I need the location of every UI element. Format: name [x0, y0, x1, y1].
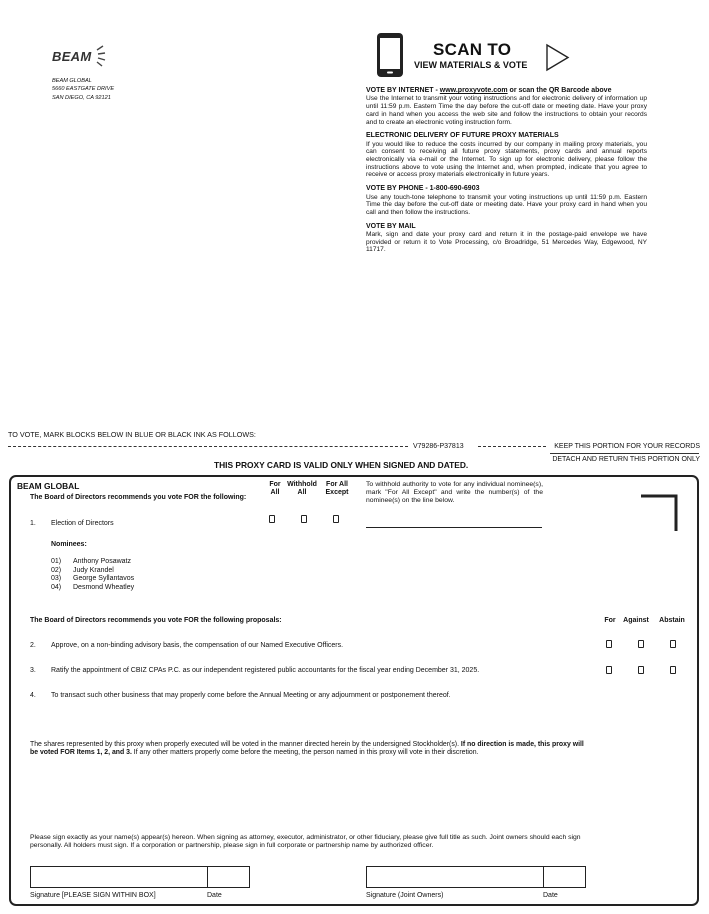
- checkbox-proposal-2-abstain[interactable]: [670, 640, 676, 648]
- nominee-item: 01) Anthony Posawatz: [51, 558, 131, 565]
- proposal-4-number: 4.: [30, 692, 36, 699]
- item1-number: 1.: [30, 520, 36, 527]
- col-header-withhold-all: Withhold All: [287, 481, 317, 497]
- proxyvote-link[interactable]: www.proxyvote.com: [439, 87, 508, 94]
- scan-title: SCAN TO: [433, 40, 512, 59]
- col-header-for-all-except: For All Except: [325, 481, 349, 497]
- detach-line-mid: [478, 446, 546, 447]
- address-line: 5660 EASTGATE DRIVE: [52, 86, 115, 93]
- voting-instructions: [366, 87, 647, 254]
- valid-notice: THIS PROXY CARD IS VALID ONLY WHEN SIGNED AND DATED.: [214, 460, 469, 470]
- ink-instruction: TO VOTE, MARK BLOCKS BELOW IN BLUE OR BLACK INK AS FOLLOWS:: [8, 430, 256, 439]
- nominee-exception-line[interactable]: [366, 527, 542, 528]
- checkbox-proposal-3-against[interactable]: [638, 666, 644, 674]
- address-line: SAN DIEGO, CA 92121: [52, 94, 111, 101]
- keep-underline: [550, 453, 699, 454]
- board-recommendation-1: The Board of Directors recommends you vote FOR the following:: [30, 494, 247, 501]
- signature-label-2: Signature (Joint Owners): [366, 892, 444, 899]
- proposal-3-text: Ratify the appointment of CBIZ CPAs P.C. as our independent registered public accountants for the fiscal year ending December 31, 2025.: [51, 667, 480, 674]
- nominee-item: 02) Judy Krandel: [51, 566, 114, 574]
- electronic-delivery-body: If you would like to reduce the costs incurred by our company in mailing proxy materials, you can consent to receiving all future proxy statements, proxy cards and annual reports electronically via e-mail or the Internet. To sign up for electronic delivery, please follow the instructions above to vote using the Internet and, when prompted, indicate that you agree to receive or access proxy materials electronically in future years.: [366, 140, 647, 179]
- nominee-list: [51, 558, 134, 592]
- checkbox-proposal-3-abstain[interactable]: [670, 666, 676, 674]
- corner-mark-icon: [641, 494, 679, 532]
- sign-instructions: Please sign exactly as your name(s) appear(s) hereon. When signing as attorney, executor, administrator, or other fiduciary, please give full title as such. Joint owners should each sign personally. All holders must sign. If a corporation or partnership, please sign in full corporate or partnership name by authorized officer.: [30, 834, 581, 850]
- checkbox-proposal-2-against[interactable]: [638, 640, 644, 648]
- company-address: [52, 77, 114, 102]
- company-logo: [52, 44, 122, 70]
- checkbox-for-all-except[interactable]: [333, 515, 339, 523]
- vote-mail-body: Mark, sign and date your proxy card and return it in the postage-paid envelope we have provided or return it to Vote Processing, c/o Broadridge, 51 Mercedes Way, Edgewood, NY 11717.: [366, 231, 647, 254]
- address-line: BEAM GLOBAL: [52, 78, 92, 84]
- proposal-3-number: 3.: [30, 667, 36, 674]
- signature-box-1[interactable]: [30, 866, 250, 888]
- vote-internet-title: VOTE BY INTERNET - www.proxyvote.com or scan the QR Barcode above: [366, 87, 612, 94]
- signature-label-1: Signature [PLEASE SIGN WITHIN BOX]: [30, 892, 156, 899]
- item1-label: Election of Directors: [51, 520, 114, 527]
- col-header-against: Against: [623, 617, 649, 624]
- signature-box-2[interactable]: [366, 866, 586, 888]
- board-recommendation-2: The Board of Directors recommends you vote FOR the following proposals:: [30, 617, 282, 624]
- proposal-2-number: 2.: [30, 642, 36, 649]
- checkbox-for-all[interactable]: [269, 515, 275, 523]
- detach-portion-text: DETACH AND RETURN THIS PORTION ONLY: [552, 456, 700, 463]
- checkbox-proposal-3-for[interactable]: [606, 666, 612, 674]
- control-code: V79286-P37813: [413, 443, 464, 450]
- col-header-abstain: Abstain: [659, 617, 685, 624]
- electronic-delivery-title: ELECTRONIC DELIVERY OF FUTURE PROXY MATERIALS: [366, 132, 559, 140]
- scan-subtitle: VIEW MATERIALS & VOTE: [414, 60, 528, 70]
- vote-phone-body: Use any touch-tone telephone to transmit your voting instructions up until 11:59 p.m. Eastern Time the day before the cut-off date or meeting date. Have your proxy card in hand when you call and then follow the instructions.: [366, 193, 647, 216]
- date-label-1: Date: [207, 892, 222, 899]
- logo-text: BEAM: [52, 49, 92, 64]
- checkbox-proposal-2-for[interactable]: [606, 640, 612, 648]
- signature-box-1-divider: [207, 867, 208, 887]
- shares-statement: The shares represented by this proxy when properly executed will be voted in the manner directed herein by the undersigned Stockholder(s). If no direction is made, this proxy will be voted FOR Items 1, 2, and 3. If any other matters properly come before the meeting, the person named in this proxy will vote in their discretion.: [30, 741, 584, 757]
- vote-mail-title: VOTE BY MAIL: [366, 222, 416, 230]
- date-label-2: Date: [543, 892, 558, 899]
- logo-rays-icon: [94, 41, 108, 67]
- col-header-for: For: [604, 617, 616, 624]
- nominee-item: 03) George Syllantavos: [51, 575, 135, 583]
- proposal-4-text: To transact such other business that may properly come before the Annual Meeting or any adjournment or postponement thereof.: [51, 692, 451, 699]
- card-company-name: BEAM GLOBAL: [17, 481, 80, 491]
- proposal-2-text: Approve, on a non-binding advisory basis, the compensation of our Named Executive Officers.: [51, 642, 344, 649]
- play-arrow-icon: [545, 43, 571, 73]
- vote-phone-title: VOTE BY PHONE - 1-800-690-6903: [366, 185, 480, 193]
- signature-box-2-divider: [543, 867, 544, 887]
- keep-portion-text: KEEP THIS PORTION FOR YOUR RECORDS: [554, 443, 700, 450]
- nominee-item: 04) Desmond Wheatley: [51, 583, 135, 591]
- nominees-label: Nominees:: [51, 541, 87, 548]
- vote-internet-body: Use the Internet to transmit your voting instructions and for electronic delivery of information up until 11:59 p.m. Eastern Time the day before the cut-off date or meeting date. Have your proxy card in hand when you access the web site and follow the instructions to obtain your records and to create an electronic voting instruction form.: [366, 95, 647, 126]
- detach-line-left: [8, 446, 408, 447]
- withhold-instructions: To withhold authority to vote for any individual nominee(s), mark "For All Except" and write the number(s) of the nominee(s) on the line below.: [366, 481, 543, 505]
- checkbox-withhold-all[interactable]: [301, 515, 307, 523]
- col-header-for-all: For All: [269, 481, 281, 497]
- phone-icon: [376, 32, 404, 78]
